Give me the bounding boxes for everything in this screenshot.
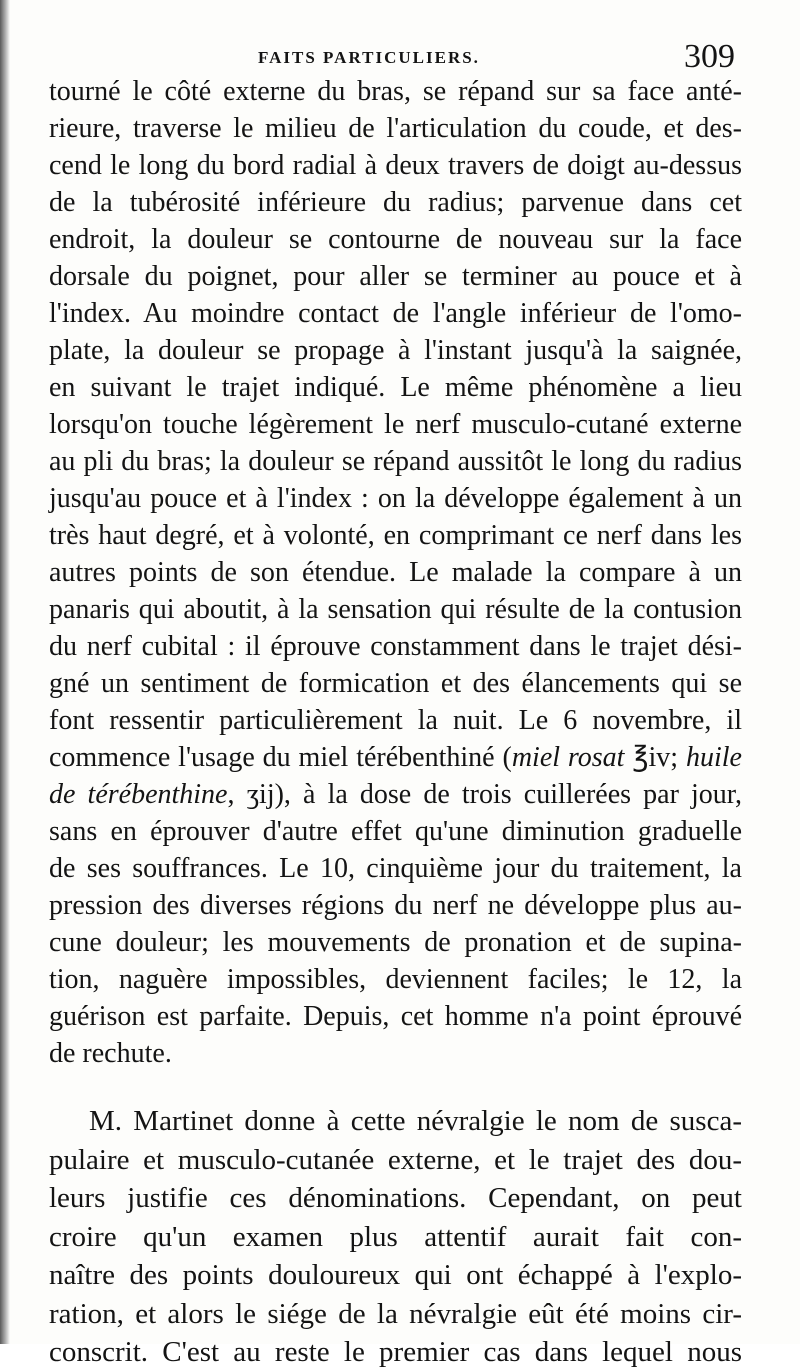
text-line: gné un sentiment de formication et des élancements qui se (49, 668, 742, 699)
text-line: leurs justifie ces dénominations. Cependant, on peut (49, 1182, 742, 1214)
text-line-with-formula (49, 739, 742, 776)
page-body (49, 73, 742, 1372)
paragraph-2 (49, 1102, 742, 1372)
text-line: cend le long du bord radial à deux travers de doigt au-dessus (49, 150, 742, 181)
text-line: très haut degré, et à volonté, en comprimant ce nerf dans les (49, 520, 742, 551)
text-line: M. Martinet donne à cette névralgie le nom de susca- (89, 1105, 742, 1137)
text-run: commence l'usage du miel térébenthiné ( (49, 742, 512, 773)
page-number: 309 (684, 38, 735, 75)
paragraph-gap (49, 1072, 742, 1102)
text-line: tion, naguère impossibles, deviennent faciles; le 12, la (49, 964, 742, 995)
text-line: cune douleur; les mouvements de pronation et de supina- (49, 927, 742, 958)
paragraph-1 (49, 73, 742, 1072)
text-line: tourné le côté externe du bras, se répand sur sa face anté- (49, 76, 742, 107)
text-line: conscrit. C'est au reste le premier cas dans lequel nous (49, 1336, 742, 1368)
running-head: FAITS PARTICULIERS. (258, 48, 480, 67)
text-line: panaris qui aboutit, à la sensation qui résulte de la contusion (49, 594, 742, 625)
text-line: de la tubérosité inférieure du radius; parvenue dans cet (49, 187, 742, 218)
text-line: guérison est parfaite. Depuis, cet homme n'a point éprouvé (49, 1001, 742, 1032)
italic-run: de térébenthine (49, 779, 228, 810)
text-line: l'index. Au moindre contact de l'angle inférieur de l'omo- (49, 298, 742, 329)
text-line: au pli du bras; la douleur se répand aussitôt le long du radius (49, 446, 742, 477)
text-line: lorsqu'on touche légèrement le nerf musculo-cutané externe (49, 409, 742, 440)
text-run: , ʒij), à la dose de trois cuillerées par jour, (227, 779, 743, 810)
text-line: en suivant le trajet indiqué. Le même phénomène a lieu (49, 372, 742, 403)
text-line: autres points de son étendue. Le malade la compare à un (49, 557, 742, 588)
text-line: rieure, traverse le milieu de l'articulation du coude, et des- (49, 113, 742, 144)
italic-run: miel rosat (511, 742, 625, 773)
text-line: sans en éprouver d'autre effet qu'une diminution graduelle (49, 816, 742, 847)
text-line: de rechute. (49, 1038, 172, 1069)
text-line: de ses souffrances. Le 10, cinquième jour du traitement, la (49, 853, 742, 884)
dose-run: ℥iv; (624, 742, 686, 773)
text-line: endroit, la douleur se contourne de nouveau sur la face (49, 224, 742, 255)
text-line: jusqu'au pouce et à l'index : on la développe également à un (49, 483, 742, 514)
text-line: croire qu'un examen plus attentif aurait fait con- (49, 1220, 742, 1253)
text-line: font ressentir particulièrement la nuit. Le 6 novembre, il (49, 705, 742, 736)
text-line: ration, et alors le siége de la névralgie eût été moins cir- (49, 1297, 742, 1330)
page-edge-shadow (0, 0, 10, 1344)
text-line: dorsale du poignet, pour aller se terminer au pouce et à (49, 261, 742, 292)
text-line: pulaire et musculo-cutanée externe, et le trajet des dou- (49, 1143, 742, 1176)
text-line: du nerf cubital : il éprouve constamment dans le trajet dési- (49, 631, 742, 662)
text-line: plate, la douleur se propage à l'instant jusqu'à la saignée, (49, 335, 742, 366)
text-line-with-formula (49, 776, 742, 813)
text-line: pression des diverses régions du nerf ne développe plus au- (49, 890, 742, 921)
italic-run: huile (686, 742, 742, 773)
text-line: naître des points douloureux qui ont échappé à l'explo- (49, 1259, 742, 1291)
